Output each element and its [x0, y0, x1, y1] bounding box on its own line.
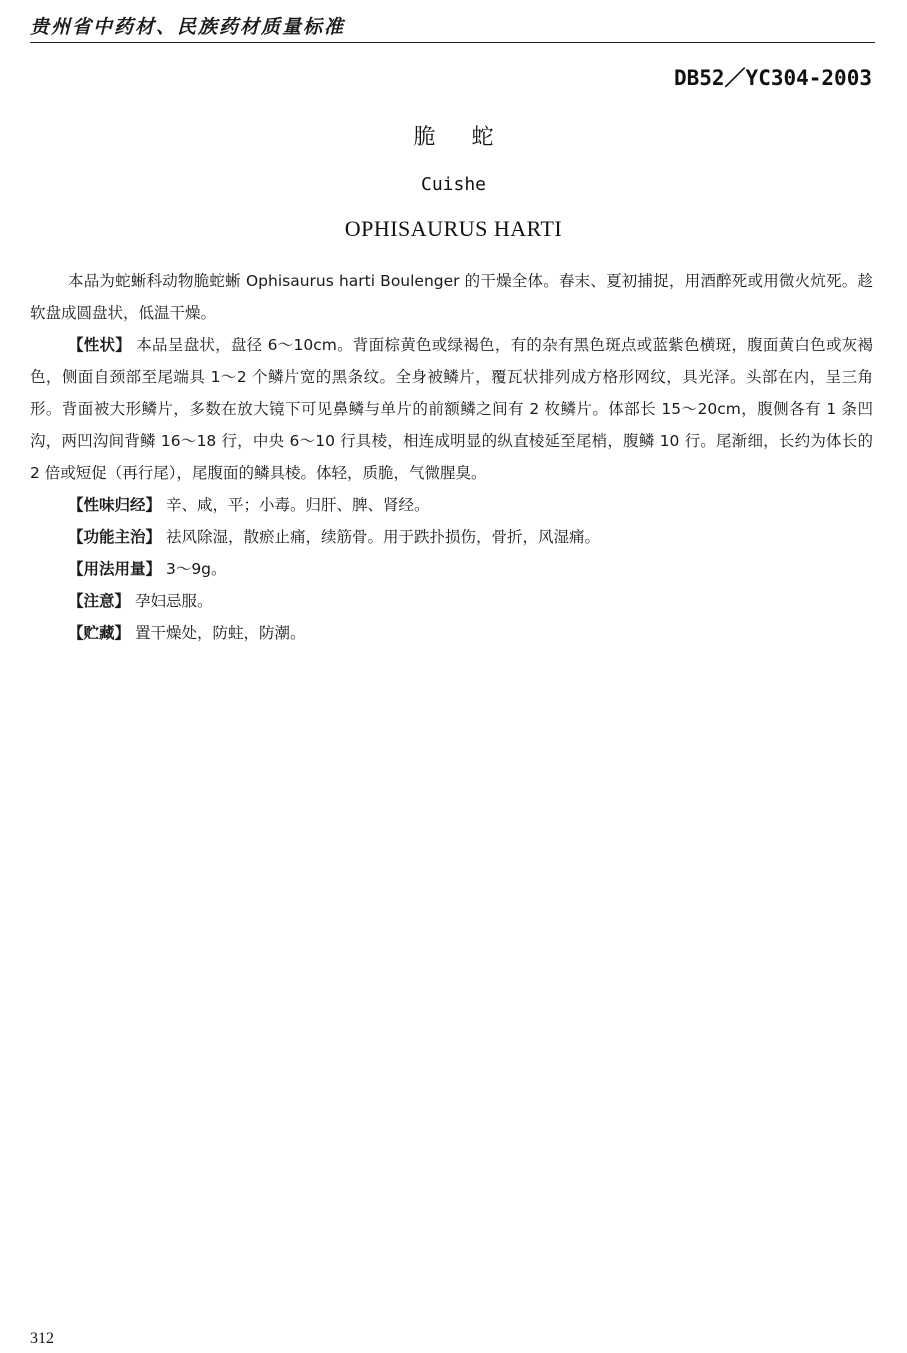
section-text: 置干燥处，防蛀，防潮。 — [134, 624, 306, 642]
section-taste-meridian — [30, 489, 873, 521]
monograph-body — [30, 265, 873, 649]
intro-paragraph: 本品为蛇蜥科动物脆蛇蜥 Ophisaurus harti Boulenger 的干燥全体。春末、夏初捕捉，用酒醉死或用微火炕死。趁软盘成圆盘状，低温干燥。 — [30, 272, 873, 322]
section-precautions — [30, 585, 873, 617]
section-dosage — [30, 553, 873, 585]
title-latin: OPHISAURUS HARTI — [344, 216, 563, 241]
section-text: 辛、咸，平；小毒。归肝、脾、肾经。 — [165, 496, 430, 514]
section-functions — [30, 521, 873, 553]
section-label: 【性状】 — [68, 336, 132, 354]
section-characteristics — [30, 329, 873, 489]
title-pinyin: Cuishe — [420, 174, 487, 195]
section-label: 【性味归经】 — [68, 496, 162, 514]
header-rule — [30, 42, 875, 43]
standard-number: DB52／YC304-2003 — [673, 66, 872, 90]
section-label: 【注意】 — [68, 592, 131, 610]
section-label: 【功能主治】 — [68, 528, 162, 546]
section-text: 本品呈盘状，盘径 6～10cm。背面棕黄色或绿褐色，有的杂有黑色斑点或蓝紫色横斑，腹面黄白色或灰褐色，侧面自颈部至尾端具 1～2 个鳞片宽的黑条纹。全身被鳞片，覆瓦状排列成方格形网纹，具光泽。头部在内，呈三角形。背面被大形鳞片，多数在放大镜下可见鼻鳞与单片的前额鳞之间有 2 枚鳞片。体部长 15～20cm，腹侧各有 1 条凹沟，两凹沟间背鳞 16～18 行，中央 6～10 行具棱，相连成明显的纵直棱延至尾梢，腹鳞 10 行。尾渐细，长约为体长的 2 倍或短促（再行尾），尾腹面的鳞具棱。体轻，质脆，气微腥臭。 — [30, 336, 873, 482]
section-label: 【贮藏】 — [68, 624, 131, 642]
section-text: 祛风除湿，散瘀止痛，续筋骨。用于跌扑损伤，骨折，风湿痛。 — [165, 528, 600, 546]
title-chinese: 脆蛇 — [413, 125, 530, 150]
section-text: 孕妇忌服。 — [134, 592, 213, 610]
section-storage — [30, 617, 873, 649]
section-text: 3～9g。 — [165, 560, 227, 578]
running-header: 贵州省中药材、民族药材质量标准 — [30, 16, 346, 38]
page-number: 312 — [30, 1330, 54, 1347]
section-label: 【用法用量】 — [68, 560, 162, 578]
